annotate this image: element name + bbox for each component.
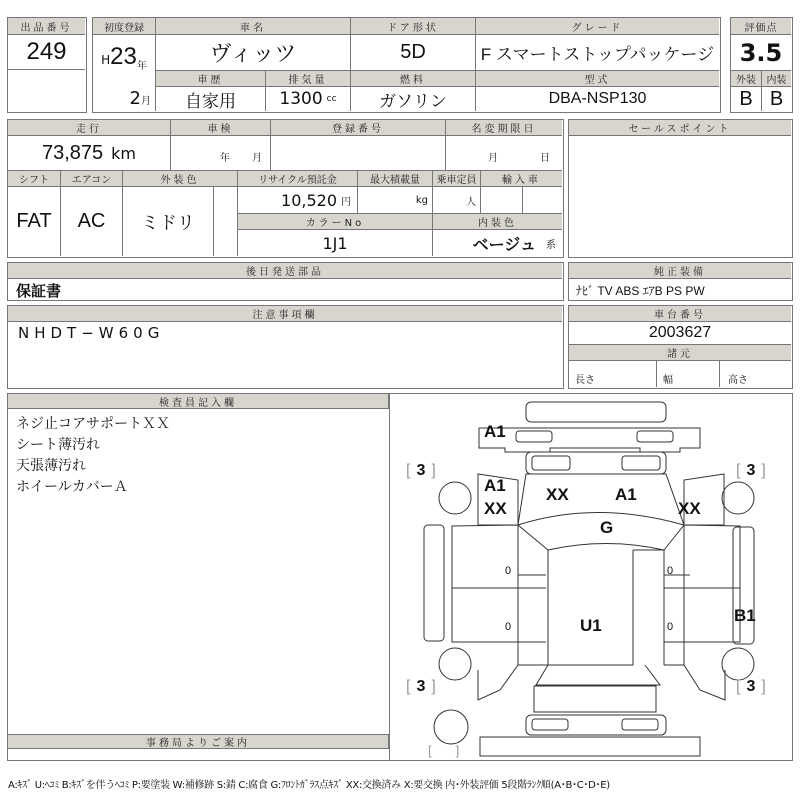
tire-front-right: [ 3 ] [736,462,766,479]
tire-fl-value: 3 [416,462,426,479]
tire-front-left: [ 3 ] [406,462,436,479]
model-label: 型式 [476,71,719,87]
reg-no [271,136,446,171]
sales-point-label: セールスポイント [569,120,791,136]
displacement-label: 排気量 [266,71,351,87]
exterior-color: ミドリ [123,187,214,256]
office-label: 事務局よりご案内 [8,734,389,749]
notes-value: NHDT−W60G [18,324,165,342]
spare-tire: [ ] [428,743,460,758]
tire-fr-value: 3 [746,462,756,479]
tire-rear-right: [ 3 ] [736,678,766,695]
inspector-line: 天張薄汚れ [16,458,86,474]
year: 23 [110,43,137,70]
details-box [7,119,564,258]
displacement-unit: cc [326,94,337,104]
parts-box [7,262,564,301]
mark-hood-right: A1 [615,485,637,504]
interior-label: 内装 [762,71,791,87]
interior-color [433,230,562,256]
load-label: 最大積載量 [358,171,433,187]
mileage-unit: km [111,143,137,163]
equipment-label: 純正装備 [569,263,791,279]
recycle-fee [238,187,358,214]
recycle-value: 10,520 [281,190,337,210]
mark-zero: 0 [667,621,674,633]
mark-hood-left: XX [546,485,569,504]
tire-rl-value: 3 [416,678,426,695]
lot-label: 出品番号 [8,18,85,35]
color-no-label: カラーNo [238,214,433,230]
mileage-label: 走行 [8,120,171,136]
history: 自家用 [156,87,266,111]
mark-roof: U1 [580,616,602,635]
history-label: 車歴 [156,71,266,87]
length: 長さ [569,361,657,387]
mark-zero: 0 [505,565,512,577]
era: H [101,53,111,67]
nc-month-unit: 月 [488,153,498,164]
exterior-label: 外装 [731,71,762,87]
recycle-unit: 円 [341,196,351,208]
mark-front-left-fender-a: A1 [484,476,506,495]
mileage [8,136,171,171]
inspection-date [171,136,271,171]
mark-front-left-fender-b: XX [484,499,507,518]
vehicle-box [92,17,721,113]
mark-right-rear-door: B1 [734,606,756,625]
import-a [481,187,523,214]
mark-windshield: G [600,518,614,537]
nc-day-unit: 日 [540,153,550,164]
inspection-year-unit: 年 [220,153,230,164]
inspector-notes [16,414,170,498]
sales-point-box [568,119,793,258]
door-type: 5D [351,35,476,71]
aircon: AC [61,187,123,256]
first-reg-label: 初度登録 [93,18,156,35]
name-change-label: 名変期限日 [446,120,562,136]
shift: FAT [8,187,61,256]
recycle-label: リサイクル預託金 [238,171,358,187]
tire-rear-left: [ 3 ] [406,678,436,695]
name-label: 車名 [156,18,351,35]
score-box [730,17,793,113]
score-value: 3.5 [731,35,791,71]
ac-label: エアコン [61,171,123,187]
displacement [266,87,351,111]
score-label: 評価点 [731,18,791,35]
parts-label: 後日発送部品 [8,263,562,279]
import-label: 輸入車 [481,171,562,187]
fuel-label: 燃料 [351,71,476,87]
inspector-line: シート薄汚れ [16,437,100,453]
fuel: ガソリン [351,87,476,111]
chassis-box [568,305,793,389]
displacement-value: 1300 [279,89,323,109]
inspection-month-unit: 月 [252,153,262,164]
spec-label: 諸元 [569,345,791,361]
parts-value: 保証書 [16,282,62,300]
interior-color-label: 内装色 [433,214,562,230]
mark-front-right-fender: XX [678,499,701,518]
month: 2 [129,88,141,109]
max-load: kg [358,187,433,214]
interior-grade: B [769,87,784,110]
inspector-line: ホイールカバーＡ [16,479,128,495]
width: 幅 [657,361,720,387]
chassis-label: 車台番号 [569,306,791,322]
first-reg-month [93,88,155,109]
car-name: ヴィッツ [156,35,351,71]
equipment-value: ﾅﾋﾞ TV ABS ｴｱB PS PW [576,284,705,298]
color-label: 外装色 [123,171,238,187]
grade-label: グレード [476,18,719,35]
height: 高さ [728,374,748,386]
door-label: ドア形状 [351,18,476,35]
inspector-line: ネジ止コアサポートＸＸ [16,416,170,432]
notes-box [7,305,564,389]
lot-number: 249 [8,35,85,70]
reg-no-label: 登録番号 [271,120,446,136]
interior-color-value: ベージュ [472,234,536,254]
lot-box [7,17,87,113]
mark-rear-bumper: A1 [484,422,506,441]
exterior-grade: B [731,87,762,111]
mark-zero: 0 [505,621,512,633]
chassis-number: 2003627 [569,322,791,345]
tire-rr-value: 3 [746,678,756,695]
inspection-label: 車検 [171,120,271,136]
notes-label: 注意事項欄 [8,306,562,322]
color-extra [214,187,238,256]
equipment-box [568,262,793,301]
legend: A:ｷｽﾞ U:ﾍｺﾐ B:ｷｽﾞを伴うﾍｺﾐ P:要塗装 W:補修跡 S:錆 C:腐食 G:ﾌﾛﾝﾄｶﾞﾗｽ点ｷｽﾞ XX:交換済み X:要交換 内･外装評価 5段階ﾗﾝｸ順(A･B･C･D･E) [8,780,610,791]
capacity-label: 乗車定員 [433,171,481,187]
model-code: DBA-NSP130 [548,90,647,107]
name-change-date [446,136,562,171]
mark-zero: 0 [667,565,674,577]
mileage-value: 73,875 [41,141,104,164]
year-unit: 年 [136,61,147,72]
interior-color-suffix: 系 [546,239,556,251]
capacity: 人 [433,187,481,214]
month-unit: 月 [141,96,151,107]
shift-label: シフト [8,171,61,187]
car-diagram [390,395,792,759]
color-no: 1J1 [238,230,433,256]
inspector-label: 検査員記入欄 [8,394,389,409]
import-b [523,187,562,214]
grade: F スマートストップパッケージ [476,35,719,71]
